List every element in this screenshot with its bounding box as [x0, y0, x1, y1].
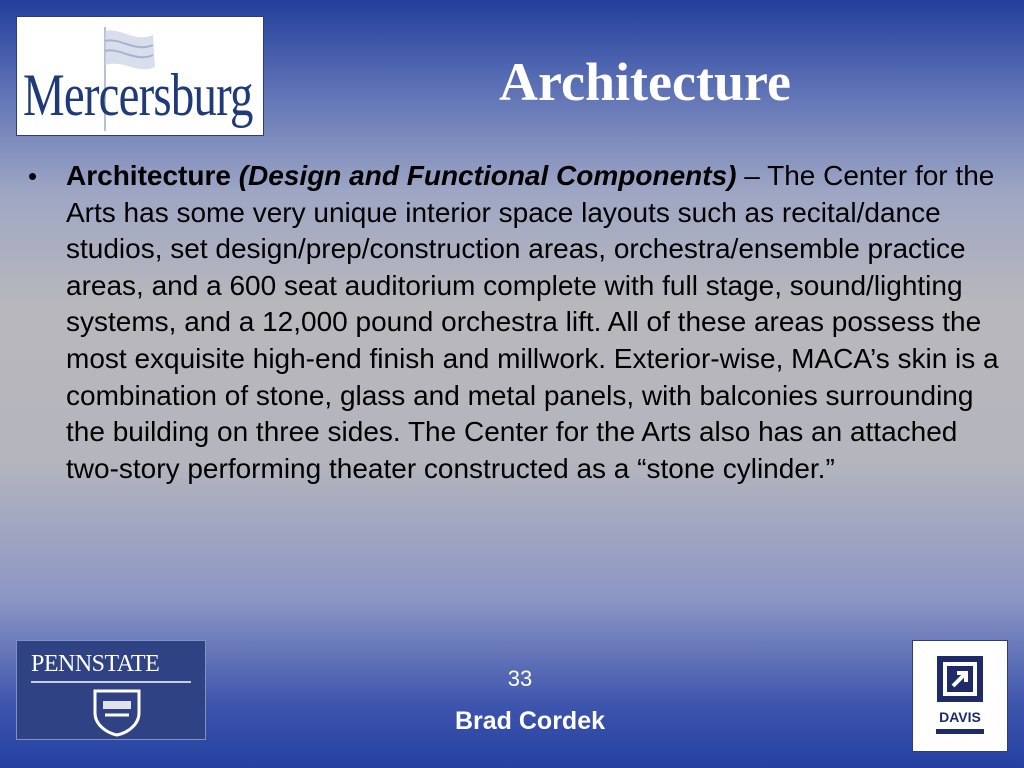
pennstate-logo-divider: [31, 681, 191, 683]
davis-arrow-icon: [936, 655, 984, 703]
bullet-list: [28, 158, 1000, 487]
bullet-icon: •: [28, 161, 38, 191]
pennstate-logo-text: PENNSTATE: [31, 651, 160, 677]
slide-title: Architecture: [499, 52, 791, 112]
bullet-item: [28, 158, 1000, 487]
page-number: 33: [507, 666, 533, 691]
pennstate-logo: [16, 640, 206, 740]
davis-logo: [912, 640, 1008, 752]
shield-icon: [91, 687, 143, 737]
mercersburg-logo: [16, 16, 264, 136]
bullet-text: – The Center for the Arts has some very unique interior space layouts such as recital/dance studios, set design/prep/construction areas, orchestra/ensemble practice areas, and a 600 seat auditorium complete with full stage, sound/lighting systems, and a 12,000 pound orchestra lift. All of these areas possess the most exquisite high-end finish and millwork. Exterior-wise, MACA’s skin is a combination of stone, glass and metal panels, with balconies surrounding the building on three sides. The Center for the Arts also has an attached two-story performing theater constructed as a “stone cylinder.”: [66, 160, 999, 484]
davis-logo-bar: [936, 729, 984, 734]
bullet-subtitle: (Design and Functional Components): [238, 160, 737, 191]
author-name: Brad Cordek: [454, 707, 606, 735]
davis-logo-text: DAVIS: [939, 709, 981, 725]
mercersburg-logo-text: Mercersburg: [23, 62, 253, 128]
bullet-term: Architecture: [66, 160, 231, 191]
